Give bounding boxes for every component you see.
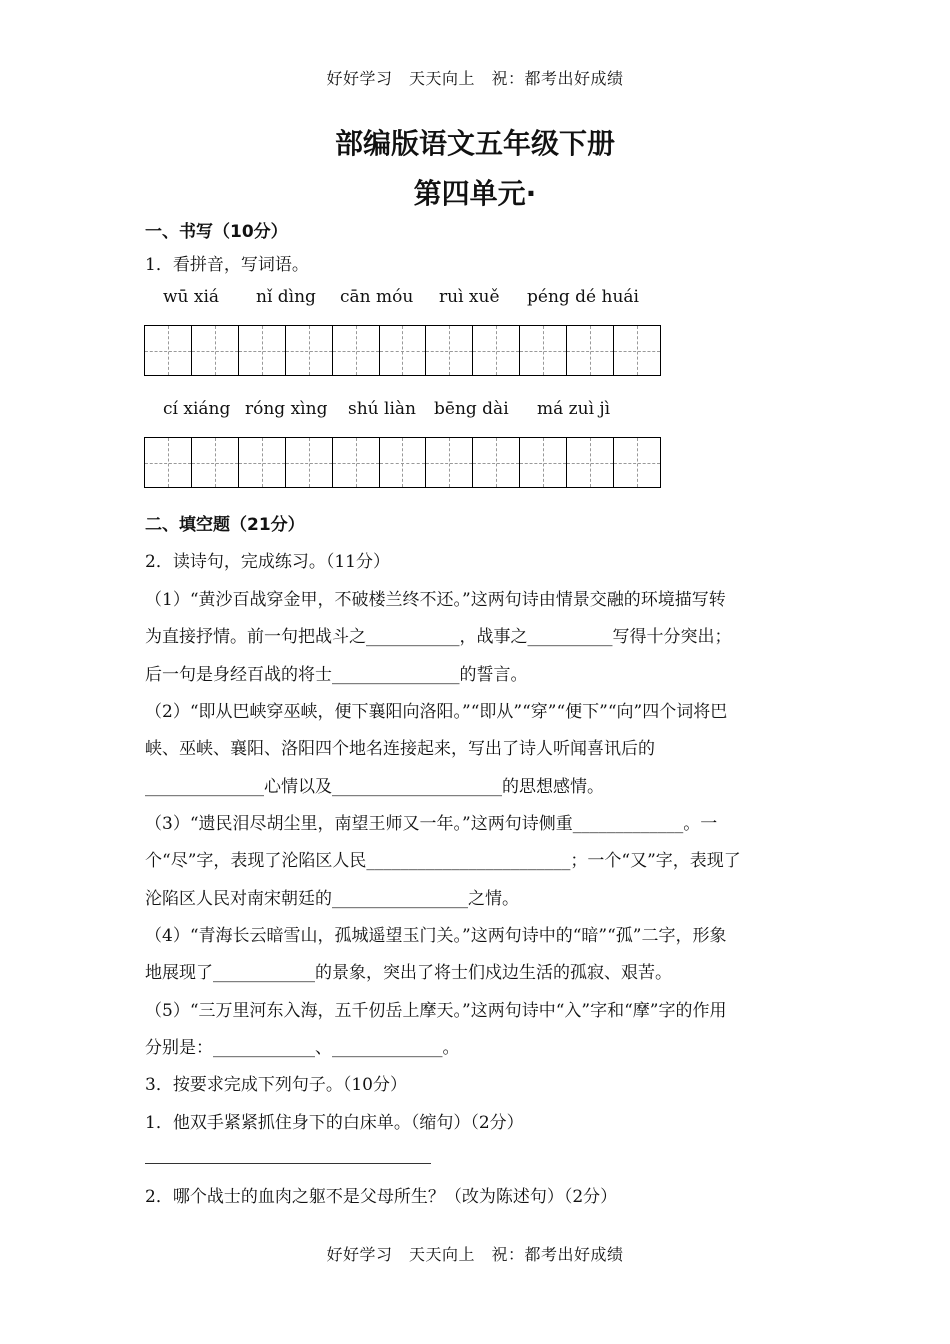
tianzige-cell[interactable]: [192, 438, 239, 487]
tianzige-cell[interactable]: [145, 438, 192, 487]
pinyin-label: nǐ dìng: [256, 287, 316, 307]
text-line: （4）“青海长云暗雪山，孤城遥望玉门关。”这两句诗中的“暗”“孤”二字，形象: [145, 926, 727, 946]
pinyin-label: má zuì jì: [537, 399, 611, 419]
tianzige-cell[interactable]: [614, 438, 660, 487]
text-line: （2）“即从巴峡穿巫峡，便下襄阳向洛阳。”“即从”“穿”“便下”“向”四个词将巴: [145, 702, 728, 722]
text-line: 后一句是身经百战的将士_______________的誓言。: [145, 665, 528, 685]
tianzige-cell[interactable]: [192, 326, 239, 375]
tianzige-cell[interactable]: [520, 326, 567, 375]
text-line: 个“尽”字，表现了沦陷区人民________________________；一个“又”字，表现了: [145, 851, 741, 871]
tianzige-cell[interactable]: [333, 438, 380, 487]
tianzige-cell[interactable]: [145, 326, 192, 375]
pinyin-label: cān móu: [340, 287, 414, 307]
text-line: （1）“黄沙百战穿金甲，不破楼兰终不还。”这两句诗由情景交融的环境描写转: [145, 590, 726, 610]
question-1: 1．看拼音，写词语。: [145, 255, 309, 275]
section-writing-heading: 一、书写（10分）: [145, 222, 288, 242]
text-line: 沦陷区人民对南宋朝廷的________________之情。: [145, 889, 519, 909]
text-line: ______________心情以及____________________的思想感情。: [145, 777, 604, 797]
document-title: 部编版语文五年级下册: [334, 127, 615, 160]
text-line: 地展现了____________的景象，突出了将士们戍边生活的孤寂、艰苦。: [145, 963, 672, 983]
text-line: （5）“三万里河东入海，五千仞岳上摩天。”这两句诗中“入”字和“摩”字的作用: [145, 1001, 727, 1021]
tianzige-cell[interactable]: [426, 326, 473, 375]
tianzige-cell[interactable]: [380, 326, 427, 375]
pinyin-label: péng dé huái: [527, 287, 639, 307]
tianzige-cell[interactable]: [567, 326, 614, 375]
text-line: （3）“遗民泪尽胡尘里，南望王师又一年。”这两句诗侧重_____________。一: [145, 814, 718, 834]
tianzige-cell[interactable]: [239, 438, 286, 487]
pinyin-label: wū xiá: [163, 287, 220, 307]
pinyin-label: bēng dài: [434, 399, 509, 419]
question-3-2: 2．哪个战士的血肉之躯不是父母所生？（改为陈述句）（2分）: [145, 1187, 618, 1207]
writing-grid-row2[interactable]: [144, 437, 661, 488]
pinyin-label: cí xiáng: [163, 399, 231, 419]
unit-title: 第四单元·: [413, 177, 537, 210]
pinyin-label: shú liàn: [348, 399, 416, 419]
tianzige-cell[interactable]: [473, 326, 520, 375]
tianzige-cell[interactable]: [286, 438, 333, 487]
pinyin-label: ruì xuě: [439, 287, 500, 307]
answer-line[interactable]: [145, 1163, 431, 1164]
tianzige-cell[interactable]: [333, 326, 380, 375]
question-3-1: 1．他双手紧紧抓住身下的白床单。（缩句）（2分）: [145, 1113, 524, 1133]
text-line: 分别是：____________、_____________。: [145, 1038, 460, 1058]
tianzige-cell[interactable]: [380, 438, 427, 487]
page-footer: 好好学习 天天向上 祝：都考出好成绩: [326, 1245, 624, 1264]
question-2: 2．读诗句，完成练习。（11分）: [145, 552, 390, 572]
text-line: 为直接抒情。前一句把战斗之___________，战事之__________写得十分突出；: [145, 627, 732, 647]
question-3: 3．按要求完成下列句子。（10分）: [145, 1075, 407, 1095]
tianzige-cell[interactable]: [473, 438, 520, 487]
tianzige-cell[interactable]: [567, 438, 614, 487]
tianzige-cell[interactable]: [239, 326, 286, 375]
text-line: 峡、巫峡、襄阳、洛阳四个地名连接起来，写出了诗人听闻喜讯后的: [145, 739, 655, 759]
tianzige-cell[interactable]: [286, 326, 333, 375]
section-fill-heading: 二、填空题（21分）: [145, 515, 305, 535]
pinyin-label: róng xìng: [245, 399, 328, 419]
tianzige-cell[interactable]: [520, 438, 567, 487]
tianzige-cell[interactable]: [614, 326, 660, 375]
writing-grid-row1[interactable]: [144, 325, 661, 376]
page-header: 好好学习 天天向上 祝：都考出好成绩: [326, 69, 624, 88]
tianzige-cell[interactable]: [426, 438, 473, 487]
